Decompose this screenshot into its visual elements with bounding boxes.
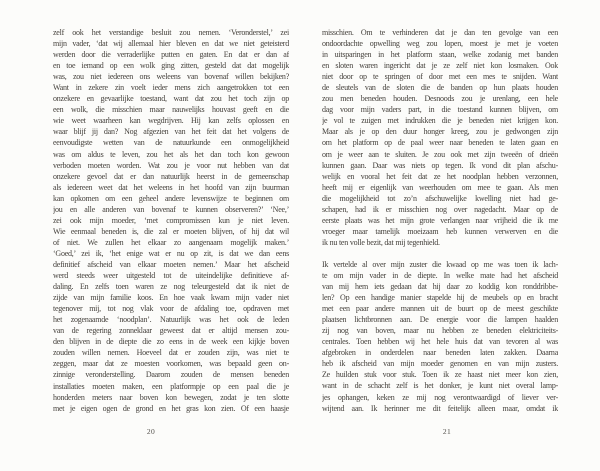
text-line: van de regering zonneklaar geweest dat er altijd mensen zou- <box>53 326 289 336</box>
text-line: zouden willen nemen. Hoeveel dat er zouden zijn, was niet te <box>53 348 289 358</box>
paragraph <box>322 27 558 248</box>
text-line: van mij hem iets gedaan dat hij daar zo koddig kon ronddribbe- <box>322 282 558 292</box>
text-line: heeft mij er eigenlijk van weerhouden om mee te gaan. Als men <box>322 182 558 192</box>
text-line: Ik vertelde al over mijn zuster die kwaad op me was toen ik lach- <box>322 259 558 269</box>
text-line: daling. En zelfs toen waren ze nog teleurgesteld dat ik niet de <box>53 282 289 292</box>
text-line: was, zou niet iedereen ons weleens van bovenaf willen bekijken? <box>53 72 289 82</box>
text-line: een wolk, die misschien maar nauwelijks houvast geeft en die <box>53 105 289 115</box>
text-line: te om mijn vader in de diepte. In welke mate had het afscheid <box>322 270 558 280</box>
page-number-left: 20 <box>146 427 156 436</box>
text-line: zeggen, maar dat ze moesten voorkomen, was bepaald geen on- <box>53 359 289 369</box>
text-line: Maar als je op den duur honger kreeg, zou je gedwongen zijn <box>322 127 558 137</box>
text-line: ik nu ten volle bezit, dat mij tegenhield. <box>322 237 440 247</box>
text-line: mijn vader, ‘dat wij allemaal hier bleven en dat we niet geteisterd <box>53 39 289 49</box>
text-line: plaatsen lichtbronnen aan. De energie voor die lampen haalden <box>322 315 558 325</box>
page-right-text <box>322 27 558 414</box>
text-line: eenvoudigste wetten van de natuurkunde een onmogelijkheid <box>53 138 289 148</box>
text-line: eerste plaats was het mijn grote verlangen naar vrijheid die ik me <box>322 215 558 225</box>
text-line: om het platform op de paal weer naar beneden te laten gaan en <box>322 138 558 148</box>
text-line: len? Op een handige manier stapelde hij de meubels op en bracht <box>322 293 558 303</box>
text-line: schapen, had ik er misschien nog over nagedacht. Maar op de <box>322 204 558 214</box>
text-line: jou en alle anderen van bovenaf te kunnen observeren?’ ‘Nee,’ <box>53 204 289 214</box>
text-line: onzekere gevoel dat er dan natuurlijk heerst in de gemeenschap <box>53 171 289 181</box>
text-line: afgebroken in onderdelen naar beneden laten zakken. Daarna <box>322 348 558 358</box>
text-line: want in de schacht zelf is het donker, je kunt niet overal lamp- <box>322 381 558 391</box>
paragraph <box>322 259 558 414</box>
text-line: werd steeds weer uitgesteld tot de uiteindelijke definitieve af- <box>53 271 289 281</box>
text-line: het zogenaamde ‘noodplan’. Natuurlijk was het ook de leden <box>53 315 289 325</box>
text-line: waar blijf jij dan? Nog afgezien van het feit dat het volgens de <box>53 127 289 137</box>
text-line: misschien. Om te verhinderen dat je dan ten gevolge van een <box>322 28 558 37</box>
text-line: die mogelijkheid tot zo’n afschuwelijke kwelling niet had ge- <box>322 193 558 203</box>
text-line: verboden moeten worden. Wat zou je voor nut hebben van dat <box>53 160 289 170</box>
text-line: als iedereen weet dat het weleens in het hoofd van zijn buurman <box>53 182 289 192</box>
text-line: en sloten waren ingericht dat je ze zelf niet kon losmaken. Ook <box>322 61 558 71</box>
text-line: om je weer aan te sluiten. Je zou ook met zijn tweeën of drieën <box>322 149 558 159</box>
text-line: jes ophangen, keken ze mij nog verontwaardigd of liever ver- <box>322 392 558 402</box>
page-left-text <box>53 27 289 414</box>
text-line: tegenover mij, tot nog vlak voor de afdaling toe, opdraven met <box>53 304 289 314</box>
text-line: centrales. Toen hebben wij het hele huis dat van tevoren al was <box>322 337 558 347</box>
text-line: welijk en vooral het feit dat ze het noodplan hebben verzonnen, <box>322 171 558 181</box>
text-line: kunnen gaan. Daar was niets op tegen. Ik vond dit plan afschu- <box>322 160 558 170</box>
text-line: je vol te zuigen met indrukken die je beneden niet krijgen kon. <box>322 116 558 126</box>
text-line: ondoordachte opwelling weg zou lopen, moest je met je voeten <box>322 39 558 49</box>
text-line: was om aldus te leven, zou het als het dan toch kon gewoon <box>53 149 289 159</box>
text-line: Ze huilden stuk voor stuk. Toen ik ze haast niet meer kon zien, <box>322 370 558 380</box>
text-line: definitief afscheid van elkaar moeten nemen.’ Maar het afscheid <box>53 259 289 269</box>
text-line: zij nog van boven, maar nu hebben ze beneden elektriciteits- <box>322 326 558 336</box>
text-line: onzekere en gevaarlijke toestand, want dat zou het toch zijn op <box>53 94 289 104</box>
text-line: wijtend aan. Ik herinner me dit feitelijk alleen maar, omdat ik <box>322 403 558 413</box>
text-line: de sleutels van de sloten die de banden op hun plaats houden <box>322 83 558 93</box>
text-line: zou men beneden houden. Desnoods zou je urenlang, een hele <box>322 94 558 104</box>
text-line: werden door die verraderlijke putten en gaten. En dat er dan af <box>53 50 289 60</box>
text-line: met je eigen ogen de grond en het gras kon zien. Of een haasje <box>53 403 289 413</box>
text-line: vroeger maar tamelijk moeizaam heb kunnen verwerven en die <box>322 226 558 236</box>
text-line: zijde van mijn familie koos. En hoe vaak kwam mijn vader niet <box>53 293 289 303</box>
paragraph <box>53 27 289 414</box>
text-line: in uitsparingen in het platform staan, welke zodanig met banden <box>322 50 558 60</box>
text-line: en toe iemand op een wolk ging zitten, gesteld dat dat mogelijk <box>53 61 289 71</box>
text-line: installaties moeten maken, een platformpje op een paal die je <box>53 381 289 391</box>
text-line: den blijven in de diepte die zo eens in de week een kijkje boven <box>53 337 289 347</box>
text-line: met een paar andere mannen uit de buurt op de meest geschikte <box>322 304 558 314</box>
text-line: dag voor mijn vaders part, in die toestand kunnen blijven, om <box>322 105 558 115</box>
text-line: niet door op te springen of door met een mes te snijden. Want <box>322 72 558 82</box>
text-line: wie weet waarheen kan wegdrijven. Hij kan zelfs oplossen en <box>53 116 289 126</box>
text-line: zelf ook het verstandige besluit zou nemen. ‘Veronderstel,’ zei <box>53 28 289 37</box>
text-line: heb ik afscheid van mijn moeder genomen en van mijn zusters. <box>322 359 558 369</box>
text-line: honderden meters naar boven kon bewegen, zodat je ten slotte <box>53 392 289 402</box>
text-line: Wie eenmaal beneden is, die zal er moeten blijven, of hij dat wil <box>53 226 289 236</box>
text-line: of niet. We zullen het elkaar zo aangenaam mogelijk maken.’ <box>53 237 289 247</box>
text-line: zei ook mijn moeder, ‘met compromissen kun je niet leven. <box>53 215 289 225</box>
text-line: Want in zekere zin voelt ieder mens zich aangetrokken tot een <box>53 83 289 93</box>
text-line: kan opkomen om een geheel andere levenswijze te beginnen om <box>53 193 289 203</box>
page-number-right: 21 <box>442 427 452 436</box>
text-line: ‘Goed,’ zei ik, ‘het enige wat er nu op zit, is dat we dan eens <box>53 248 289 258</box>
text-line: zinnige veronderstelling. Daarom zouden de mensen beneden <box>53 370 289 380</box>
